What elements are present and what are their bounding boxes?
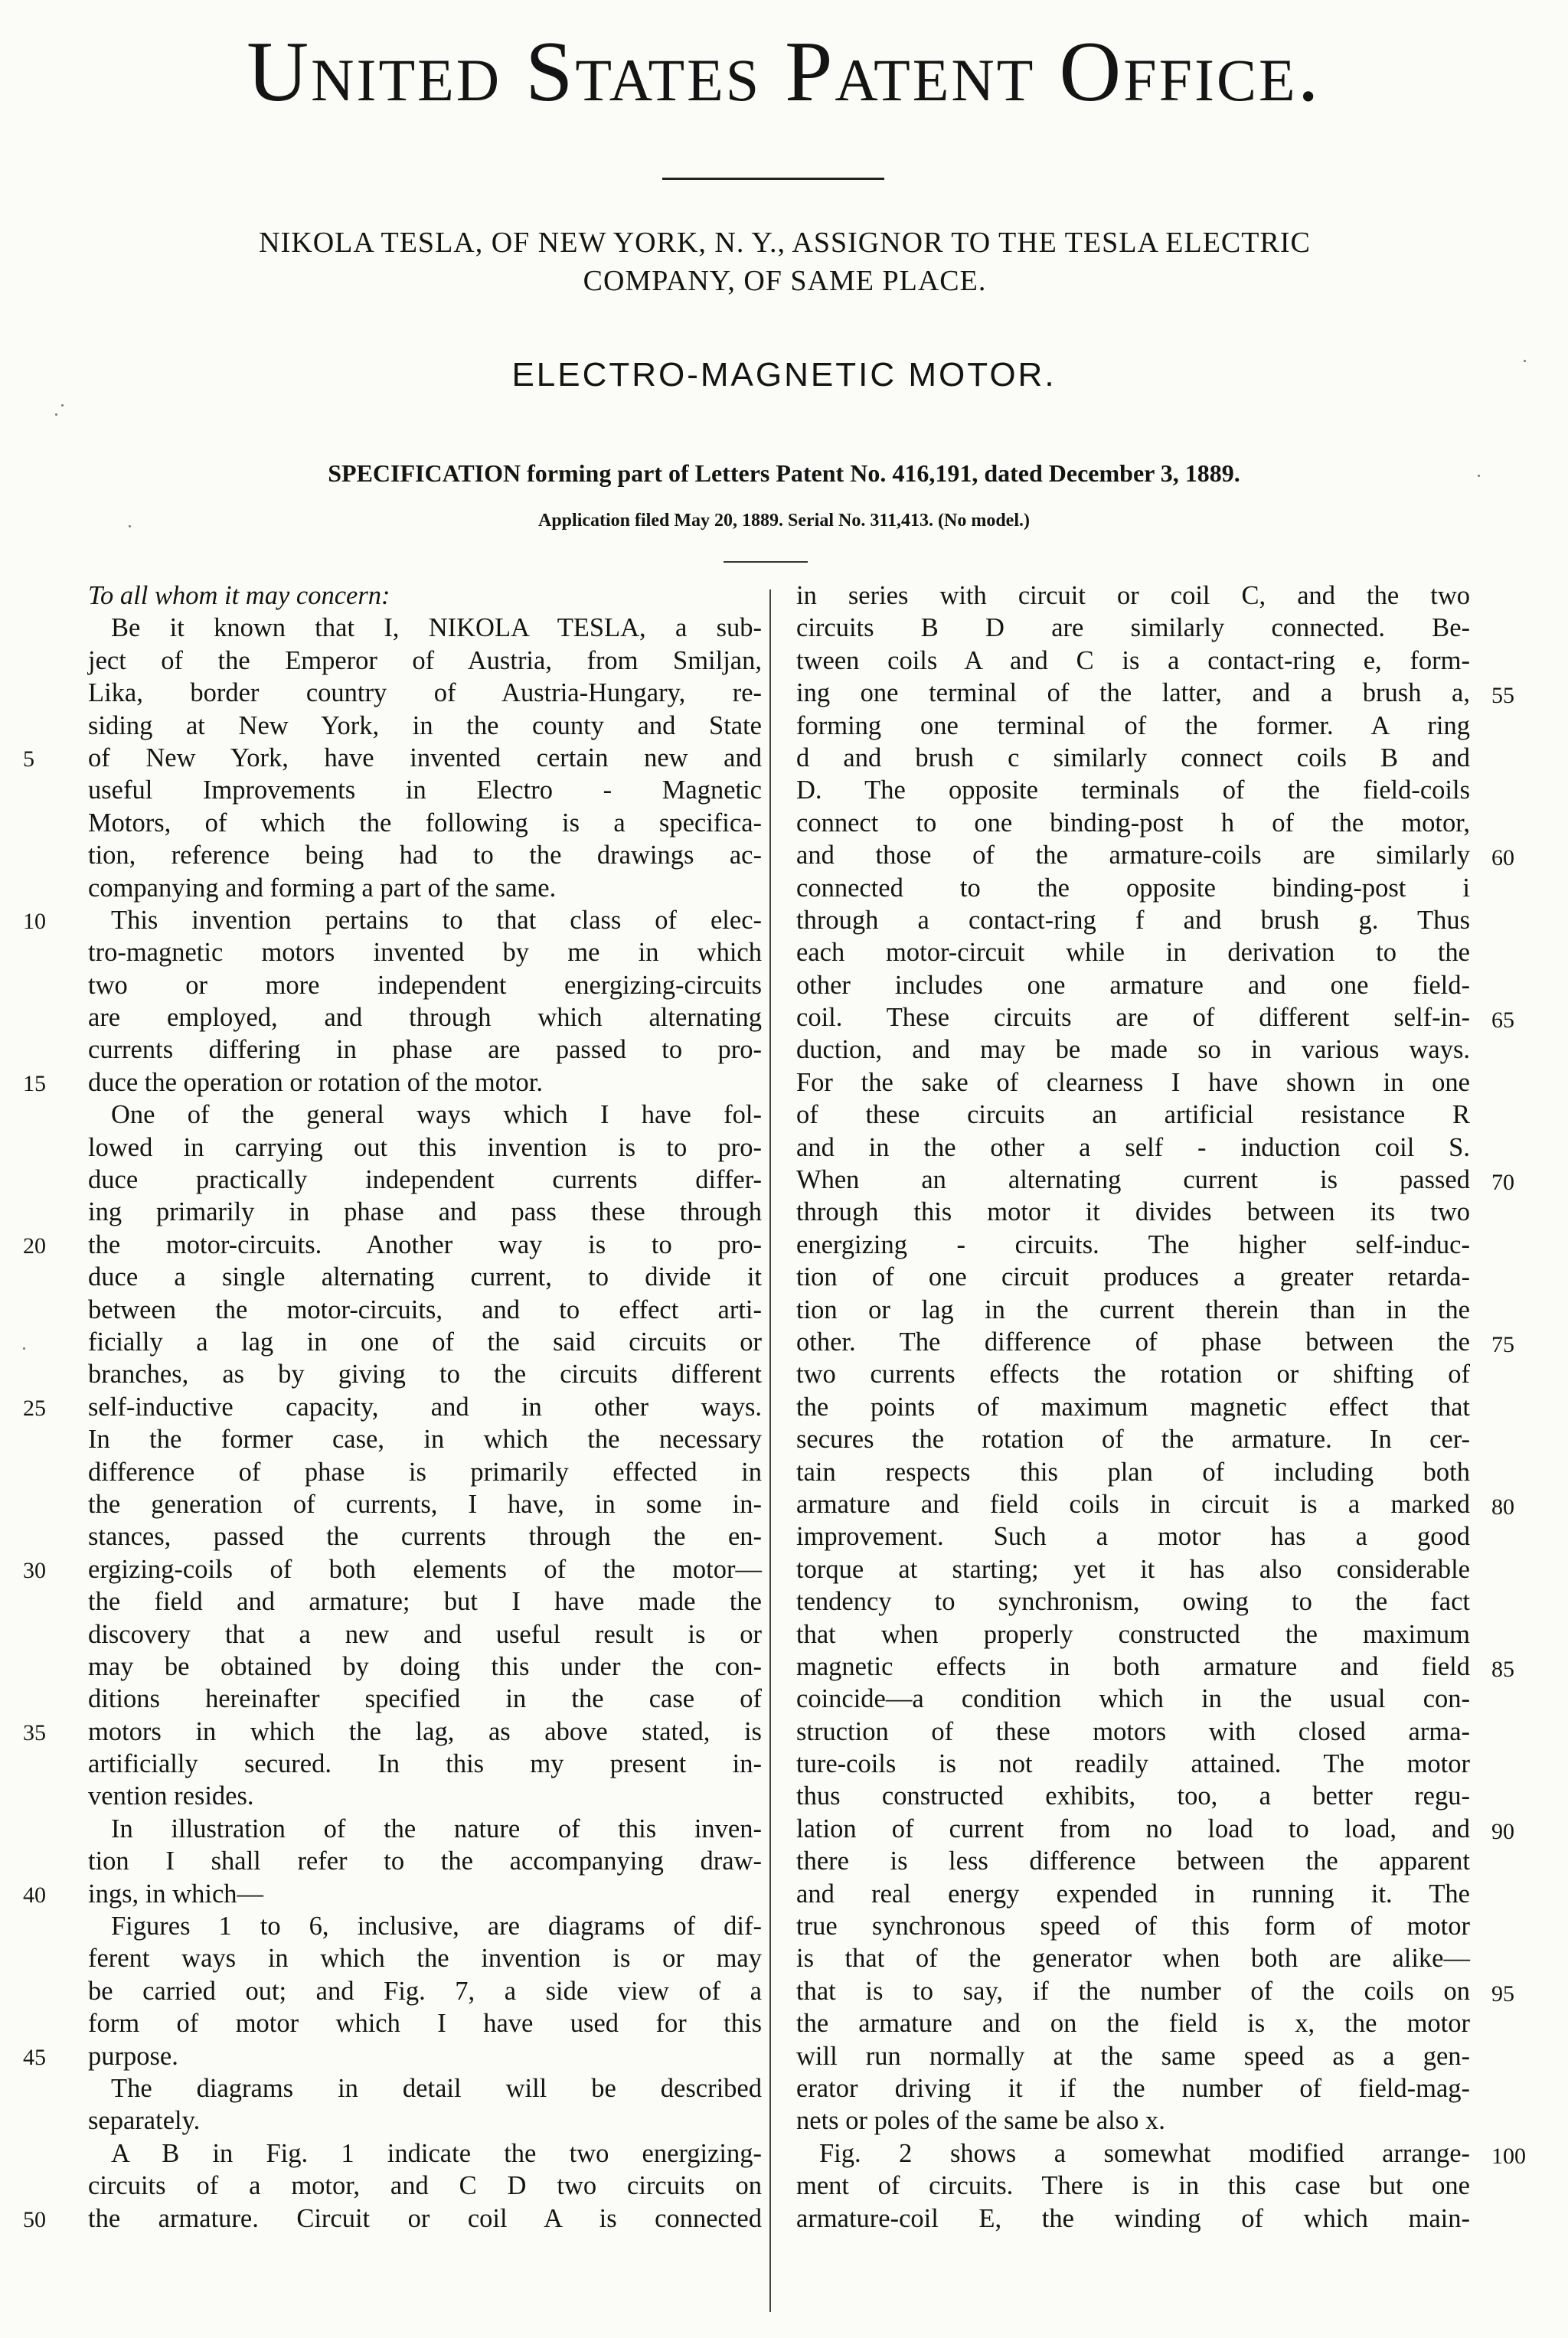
text-line: lation of current from no load to load, and [796, 1814, 1470, 1843]
application-line: Application filed May 20, 1889. Serial No. 311,413. (No model.) [538, 511, 1030, 531]
line-number: 30 [23, 1558, 46, 1583]
text-line: secures the rotation of the armature. In cer- [796, 1425, 1470, 1455]
text-line: tween coils A and C is a contact-ring e, form- [796, 645, 1470, 675]
text-line: connect to one binding-post h of the motor, [796, 808, 1470, 838]
text-line: two currents effects the rotation or shifting of [796, 1360, 1470, 1389]
header-short-rule [724, 561, 808, 563]
text-line: true synchronous speed of this form of motor [796, 1912, 1470, 1941]
text-line: is that of the generator when both are alike— [796, 1944, 1470, 1974]
line-number: 100 [1491, 2144, 1526, 2170]
text-line: difference of phase is primarily effected in [88, 1457, 762, 1487]
text-line: stances, passed the currents through the en- [88, 1522, 762, 1552]
text-line: of New York, have invented certain new and [88, 743, 762, 772]
text-line: For the sake of clearness I have shown in one [796, 1067, 1470, 1097]
text-line: magnetic effects in both armature and field [796, 1651, 1470, 1681]
text-line: duce a single alternating current, to divide it [88, 1262, 762, 1292]
patent-office-title: United States Patent Office. [247, 24, 1321, 119]
text-line: connected to the opposite binding-post i [796, 873, 1470, 903]
text-line: ficially a lag in one of the said circuits or [88, 1327, 762, 1357]
text-line: that when properly constructed the maximum [796, 1619, 1470, 1649]
text-line: useful Improvements in Electro - Magnetic [88, 776, 762, 805]
text-line: separately. [88, 2106, 201, 2136]
scan-speck [1524, 360, 1526, 362]
text-line: each motor-circuit while in derivation to the [796, 938, 1470, 968]
text-line: purpose. [88, 2041, 178, 2071]
text-line: ditions hereinafter specified in the case of [88, 1684, 762, 1714]
text-line: When an alternating current is passed [796, 1165, 1470, 1195]
text-line: Be it known that I, NIKOLA TESLA, a sub- [111, 613, 762, 643]
scan-speck [1478, 475, 1480, 477]
text-line: This invention pertains to that class of elec- [111, 905, 762, 935]
line-number: 35 [23, 1720, 46, 1745]
line-number: 90 [1491, 1819, 1514, 1845]
text-line: tion of one circuit produces a greater retarda- [796, 1262, 1470, 1292]
line-number: 55 [1491, 683, 1514, 709]
line-number: 40 [23, 1882, 46, 1908]
line-number: 85 [1491, 1657, 1514, 1683]
line-number: 20 [23, 1233, 46, 1259]
text-line: thus constructed exhibits, too, a better regu- [796, 1781, 1470, 1811]
line-number: 60 [1491, 845, 1514, 871]
text-line: discovery that a new and useful result is or [88, 1619, 762, 1649]
text-line: will run normally at the same speed as a gen- [796, 2041, 1470, 2071]
text-line: energizing - circuits. The higher self-induc- [796, 1229, 1470, 1259]
line-number: 75 [1491, 1332, 1514, 1358]
specification-line: SPECIFICATION forming part of Letters Patent No. 416,191, dated December 3, 1889. [328, 459, 1240, 487]
text-line: tion I shall refer to the accompanying draw- [88, 1847, 762, 1876]
text-line: tion, reference being had to the drawings ac- [88, 841, 762, 870]
text-line: d and brush c similarly connect coils B and [796, 743, 1470, 772]
text-line: duction, and may be made so in various ways. [796, 1035, 1470, 1065]
text-line: ture-coils is not readily attained. The motor [796, 1749, 1470, 1779]
text-line: Figures 1 to 6, inclusive, are diagrams of dif- [111, 1912, 762, 1941]
text-line: be carried out; and Fig. 7, a side view of a [88, 1976, 762, 2006]
text-line: the armature. Circuit or coil A is connected [88, 2203, 762, 2233]
text-line: ferent ways in which the invention is or may [88, 1944, 762, 1974]
text-line: vention resides. [88, 1781, 254, 1811]
text-line: siding at New York, in the county and State [88, 710, 762, 740]
text-line: tendency to synchronism, owing to the fact [796, 1587, 1470, 1617]
text-line: other. The difference of phase between the [796, 1327, 1470, 1357]
text-line: duce the operation or rotation of the motor. [88, 1067, 543, 1097]
invention-title: ELECTRO-MAGNETIC MOTOR. [511, 356, 1057, 393]
text-line: In the former case, in which the necessary [88, 1425, 762, 1455]
scan-speck [129, 525, 131, 527]
line-number: 10 [23, 909, 46, 934]
left-text-column [88, 580, 762, 2235]
line-number: 80 [1491, 1494, 1514, 1520]
text-line: ing primarily in phase and pass these through [88, 1197, 762, 1227]
text-line: tion or lag in the current therein than in the [796, 1295, 1470, 1324]
text-line: improvement. Such a motor has a good [796, 1522, 1470, 1552]
text-line: duce practically independent currents differ- [88, 1165, 762, 1195]
text-line: are employed, and through which alternating [88, 1003, 762, 1033]
text-line: branches, as by giving to the circuits different [88, 1360, 762, 1389]
text-line: Motors, of which the following is a specifica- [88, 808, 762, 838]
text-line: tain respects this plan of including both [796, 1457, 1470, 1487]
right-text-column [796, 580, 1470, 2235]
text-line: between the motor-circuits, and to effect arti- [88, 1295, 762, 1324]
text-line: One of the general ways which I have fol- [111, 1100, 762, 1130]
text-line: and real energy expended in running it. The [796, 1879, 1470, 1909]
text-line: circuits B D are similarly connected. Be- [796, 613, 1470, 643]
salutation-line: To all whom it may concern: [88, 581, 390, 610]
line-number: 45 [23, 2045, 46, 2070]
scan-speck [23, 1347, 25, 1350]
text-line: Lika, border country of Austria-Hungary, re- [88, 678, 762, 708]
text-line: torque at starting; yet it has also considerable [796, 1554, 1470, 1584]
text-line: the motor-circuits. Another way is to pro- [88, 1229, 762, 1259]
text-line: through this motor it divides between its two [796, 1197, 1470, 1227]
text-line: The diagrams in detail will be described [111, 2073, 762, 2103]
line-number: 95 [1491, 1981, 1514, 2007]
text-line: A B in Fig. 1 indicate the two energizing- [111, 2138, 762, 2168]
text-line: forming one terminal of the former. A ring [796, 710, 1470, 740]
text-line: ment of circuits. There is in this case but one [796, 2171, 1470, 2201]
text-line: the generation of currents, I have, in some in- [88, 1489, 762, 1519]
line-number: 5 [23, 746, 34, 772]
text-line: Fig. 2 shows a somewhat modified arrange- [819, 2138, 1470, 2168]
scan-speck [55, 413, 57, 416]
text-line: that is to say, if the number of the coils on [796, 1976, 1470, 2006]
text-line: there is less difference between the apparent [796, 1847, 1470, 1876]
text-line: lowed in carrying out this invention is to pro- [88, 1132, 762, 1162]
text-line: ergizing-coils of both elements of the motor— [88, 1554, 762, 1584]
text-line: ings, in which— [88, 1879, 264, 1909]
text-line: armature and field coils in circuit is a marked [796, 1489, 1470, 1519]
text-line: circuits of a motor, and C D two circuits on [88, 2171, 762, 2201]
scan-speck [61, 404, 64, 407]
text-line: companying and forming a part of the same. [88, 873, 557, 903]
text-line: coil. These circuits are of different self-in- [796, 1003, 1470, 1033]
text-line: two or more independent energizing-circuits [88, 970, 762, 1000]
text-line: motors in which the lag, as above stated, is [88, 1716, 762, 1746]
text-line: armature-coil E, the winding of which main- [796, 2203, 1470, 2233]
text-line: in series with circuit or coil C, and the two [796, 581, 1470, 610]
text-line: nets or poles of the same be also x. [796, 2106, 1165, 2136]
text-line: form of motor which I have used for this [88, 2009, 762, 2039]
text-line: artificially secured. In this my present in- [88, 1749, 762, 1779]
text-line: erator driving it if the number of field-mag- [796, 2073, 1470, 2103]
assignor-statement [77, 224, 1493, 300]
text-line: other includes one armature and one field- [796, 970, 1470, 1000]
text-line: self-inductive capacity, and in other ways. [88, 1392, 762, 1422]
text-line: coincide—a condition which in the usual con- [796, 1684, 1470, 1714]
assignor-line: NIKOLA TESLA, OF NEW YORK, N. Y., ASSIGNOR TO THE TESLA ELECTRIC [259, 227, 1311, 259]
text-line: through a contact-ring f and brush g. Thus [796, 905, 1470, 935]
line-number: 70 [1491, 1170, 1514, 1196]
text-line: struction of these motors with closed arma- [796, 1716, 1470, 1746]
text-line: may be obtained by doing this under the con- [88, 1651, 762, 1681]
title-divider-rule [662, 178, 884, 180]
text-line: tro-magnetic motors invented by me in which [88, 938, 762, 968]
text-line: of these circuits an artificial resistance R [796, 1100, 1470, 1130]
assignor-line: COMPANY, OF SAME PLACE. [583, 265, 987, 297]
text-line: ject of the Emperor of Austria, from Smiljan, [88, 645, 762, 675]
text-line: currents differing in phase are passed to pro- [88, 1035, 762, 1065]
column-divider [769, 589, 771, 2312]
text-line: the points of maximum magnetic effect that [796, 1392, 1470, 1422]
line-number: 25 [23, 1396, 46, 1421]
text-line: the armature and on the field is x, the motor [796, 2009, 1470, 2039]
text-line: In illustration of the nature of this inven- [111, 1814, 762, 1843]
text-line: ing one terminal of the latter, and a brush a, [796, 678, 1470, 708]
line-number: 65 [1491, 1007, 1514, 1033]
line-number: 15 [23, 1071, 46, 1096]
line-number: 50 [23, 2207, 46, 2232]
text-line: and in the other a self - induction coil S. [796, 1132, 1470, 1162]
text-line: D. The opposite terminals of the field-coils [796, 776, 1470, 805]
text-line: and those of the armature-coils are similarly [796, 841, 1470, 870]
text-line: the field and armature; but I have made the [88, 1587, 762, 1617]
